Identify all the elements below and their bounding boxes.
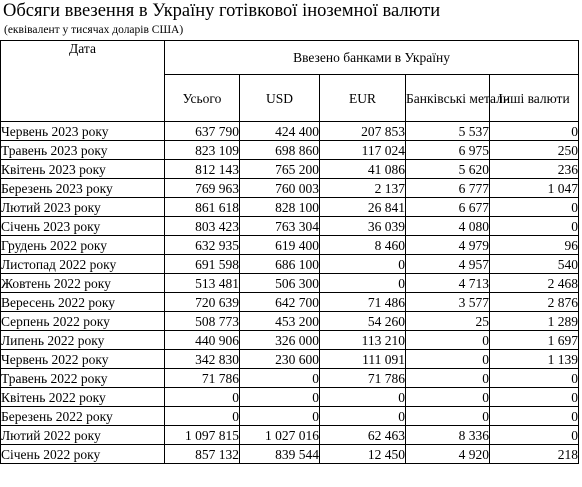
row-total-cell: 720 639 xyxy=(165,293,240,312)
row-total-cell: 812 143 xyxy=(165,160,240,179)
table-row xyxy=(1,312,579,331)
row-other-currencies-cell: 1 697 xyxy=(490,331,579,350)
table-row xyxy=(1,160,579,179)
row-bank-metals-cell: 0 xyxy=(406,369,490,388)
row-eur-cell: 0 xyxy=(320,255,406,274)
row-other-currencies-cell: 0 xyxy=(490,217,579,236)
table-row xyxy=(1,217,579,236)
row-total-cell: 803 423 xyxy=(165,217,240,236)
row-date-cell: Травень 2022 року xyxy=(1,369,165,388)
row-other-currencies-cell: 0 xyxy=(490,369,579,388)
row-other-currencies-cell: 0 xyxy=(490,407,579,426)
row-usd-cell: 686 100 xyxy=(240,255,320,274)
column-header-bank-metals: Банківські метали xyxy=(406,75,490,122)
row-other-currencies-cell: 2 876 xyxy=(490,293,579,312)
row-date-cell: Лютий 2023 року xyxy=(1,198,165,217)
row-bank-metals-cell: 25 xyxy=(406,312,490,331)
row-total-cell: 823 109 xyxy=(165,141,240,160)
row-other-currencies-cell: 250 xyxy=(490,141,579,160)
row-usd-cell: 0 xyxy=(240,369,320,388)
row-eur-cell: 0 xyxy=(320,274,406,293)
row-usd-cell: 326 000 xyxy=(240,331,320,350)
table-row xyxy=(1,445,579,464)
row-date-cell: Лютий 2022 року xyxy=(1,426,165,445)
row-total-cell: 342 830 xyxy=(165,350,240,369)
row-bank-metals-cell: 6 975 xyxy=(406,141,490,160)
row-date-cell: Вересень 2022 року xyxy=(1,293,165,312)
row-total-cell: 769 963 xyxy=(165,179,240,198)
row-other-currencies-cell: 2 468 xyxy=(490,274,579,293)
row-bank-metals-cell: 0 xyxy=(406,350,490,369)
row-other-currencies-cell: 0 xyxy=(490,198,579,217)
row-other-currencies-cell: 0 xyxy=(490,388,579,407)
row-usd-cell: 1 027 016 xyxy=(240,426,320,445)
row-bank-metals-cell: 0 xyxy=(406,388,490,407)
row-eur-cell: 113 210 xyxy=(320,331,406,350)
row-other-currencies-cell: 236 xyxy=(490,160,579,179)
row-date-cell: Листопад 2022 року xyxy=(1,255,165,274)
row-date-cell: Грудень 2022 року xyxy=(1,236,165,255)
row-usd-cell: 0 xyxy=(240,388,320,407)
document-subtitle: (еквівалент у тисячах доларів США) xyxy=(4,24,184,36)
row-usd-cell: 0 xyxy=(240,407,320,426)
row-bank-metals-cell: 4 920 xyxy=(406,445,490,464)
table-row xyxy=(1,274,579,293)
table-row xyxy=(1,236,579,255)
row-bank-metals-cell: 0 xyxy=(406,331,490,350)
row-usd-cell: 424 400 xyxy=(240,122,320,141)
row-bank-metals-cell: 5 620 xyxy=(406,160,490,179)
row-eur-cell: 2 137 xyxy=(320,179,406,198)
table-row xyxy=(1,331,579,350)
row-other-currencies-cell: 540 xyxy=(490,255,579,274)
row-total-cell: 71 786 xyxy=(165,369,240,388)
row-total-cell: 508 773 xyxy=(165,312,240,331)
row-total-cell: 1 097 815 xyxy=(165,426,240,445)
row-total-cell: 0 xyxy=(165,407,240,426)
document-title: Обсяги ввезення в Україну готівкової іноземної валюти xyxy=(3,1,441,21)
row-eur-cell: 36 039 xyxy=(320,217,406,236)
row-total-cell: 632 935 xyxy=(165,236,240,255)
table-row xyxy=(1,369,579,388)
row-usd-cell: 230 600 xyxy=(240,350,320,369)
row-date-cell: Серпень 2022 року xyxy=(1,312,165,331)
row-other-currencies-cell: 218 xyxy=(490,445,579,464)
row-eur-cell: 12 450 xyxy=(320,445,406,464)
row-date-cell: Травень 2023 року xyxy=(1,141,165,160)
row-bank-metals-cell: 0 xyxy=(406,407,490,426)
table-row xyxy=(1,350,579,369)
table-row xyxy=(1,198,579,217)
table-row xyxy=(1,407,579,426)
row-eur-cell: 207 853 xyxy=(320,122,406,141)
row-other-currencies-cell: 96 xyxy=(490,236,579,255)
row-eur-cell: 8 460 xyxy=(320,236,406,255)
row-eur-cell: 71 786 xyxy=(320,369,406,388)
row-date-cell: Січень 2023 року xyxy=(1,217,165,236)
row-eur-cell: 26 841 xyxy=(320,198,406,217)
row-total-cell: 0 xyxy=(165,388,240,407)
row-date-cell: Червень 2022 року xyxy=(1,350,165,369)
row-date-cell: Квітень 2022 року xyxy=(1,388,165,407)
row-bank-metals-cell: 4 979 xyxy=(406,236,490,255)
column-group-header-imported-by-banks: Ввезено банками в Україну xyxy=(165,41,579,75)
row-usd-cell: 763 304 xyxy=(240,217,320,236)
row-eur-cell: 117 024 xyxy=(320,141,406,160)
row-bank-metals-cell: 6 777 xyxy=(406,179,490,198)
row-usd-cell: 760 003 xyxy=(240,179,320,198)
currency-import-table xyxy=(0,40,579,464)
row-usd-cell: 453 200 xyxy=(240,312,320,331)
row-total-cell: 513 481 xyxy=(165,274,240,293)
row-usd-cell: 619 400 xyxy=(240,236,320,255)
row-bank-metals-cell: 4 957 xyxy=(406,255,490,274)
row-eur-cell: 41 086 xyxy=(320,160,406,179)
row-date-cell: Червень 2023 року xyxy=(1,122,165,141)
table-row xyxy=(1,122,579,141)
row-total-cell: 861 618 xyxy=(165,198,240,217)
row-total-cell: 691 598 xyxy=(165,255,240,274)
column-header-eur: EUR xyxy=(320,75,406,122)
column-header-other-currencies: Інші валюти xyxy=(490,75,579,122)
column-header-total: Усього xyxy=(165,75,240,122)
row-total-cell: 440 906 xyxy=(165,331,240,350)
row-date-cell: Березень 2022 року xyxy=(1,407,165,426)
row-usd-cell: 642 700 xyxy=(240,293,320,312)
row-date-cell: Липень 2022 року xyxy=(1,331,165,350)
table-row xyxy=(1,255,579,274)
row-other-currencies-cell: 1 139 xyxy=(490,350,579,369)
row-date-cell: Січень 2022 року xyxy=(1,445,165,464)
table-body xyxy=(1,122,579,464)
row-other-currencies-cell: 1 289 xyxy=(490,312,579,331)
row-usd-cell: 828 100 xyxy=(240,198,320,217)
row-eur-cell: 54 260 xyxy=(320,312,406,331)
row-bank-metals-cell: 3 577 xyxy=(406,293,490,312)
row-date-cell: Березень 2023 року xyxy=(1,179,165,198)
row-bank-metals-cell: 5 537 xyxy=(406,122,490,141)
table-row xyxy=(1,426,579,445)
row-eur-cell: 0 xyxy=(320,388,406,407)
row-usd-cell: 765 200 xyxy=(240,160,320,179)
row-eur-cell: 71 486 xyxy=(320,293,406,312)
row-other-currencies-cell: 0 xyxy=(490,426,579,445)
row-usd-cell: 506 300 xyxy=(240,274,320,293)
row-bank-metals-cell: 8 336 xyxy=(406,426,490,445)
table-row xyxy=(1,388,579,407)
row-bank-metals-cell: 4 080 xyxy=(406,217,490,236)
row-eur-cell: 62 463 xyxy=(320,426,406,445)
column-header-date: Дата xyxy=(1,41,165,122)
row-total-cell: 637 790 xyxy=(165,122,240,141)
row-eur-cell: 0 xyxy=(320,407,406,426)
row-eur-cell: 111 091 xyxy=(320,350,406,369)
table-row xyxy=(1,141,579,160)
row-usd-cell: 839 544 xyxy=(240,445,320,464)
table-row xyxy=(1,293,579,312)
row-usd-cell: 698 860 xyxy=(240,141,320,160)
column-header-usd: USD xyxy=(240,75,320,122)
row-bank-metals-cell: 6 677 xyxy=(406,198,490,217)
row-date-cell: Жовтень 2022 року xyxy=(1,274,165,293)
row-bank-metals-cell: 4 713 xyxy=(406,274,490,293)
table-row xyxy=(1,179,579,198)
row-total-cell: 857 132 xyxy=(165,445,240,464)
row-date-cell: Квітень 2023 року xyxy=(1,160,165,179)
row-other-currencies-cell: 0 xyxy=(490,122,579,141)
row-other-currencies-cell: 1 047 xyxy=(490,179,579,198)
